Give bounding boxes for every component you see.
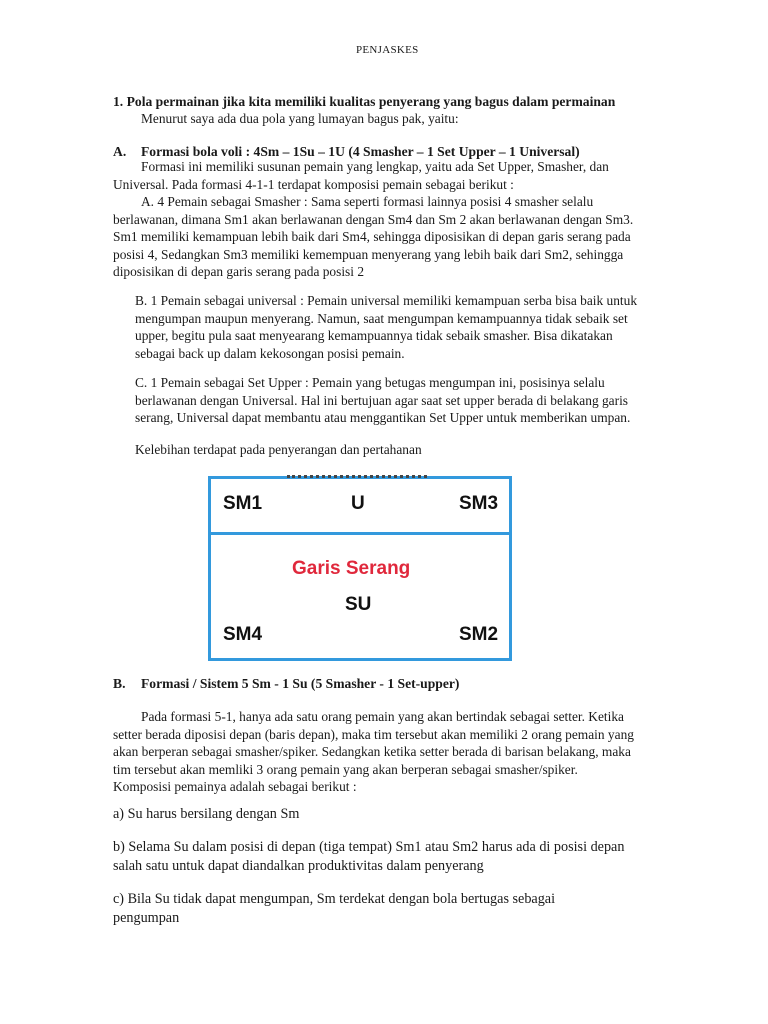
text-line: setter berada diposisi depan (baris depan), maka tim tersebut akan memiliki 2 orang pemain yang	[113, 726, 634, 742]
text-line: akan berperan sebagai smasher/spiker. Sedangkan ketika setter berada di barisan belakang, maka	[113, 744, 631, 759]
text-line: b) Selama Su dalam posisi di depan (tiga tempat) Sm1 atau Sm2 harus ada di posisi depan	[113, 839, 625, 855]
court-diagram	[208, 476, 512, 661]
text-line: Pada formasi 5-1, hanya ada satu orang pemain yang akan bertindak sebagai setter. Ketika	[141, 709, 625, 724]
court-label-back-left: SM4	[223, 624, 263, 645]
text-line: salah satu untuk dapat diandalkan produktivitas dalam penyerang	[113, 857, 484, 874]
text-line: Sm1 memiliki kemampuan lebih baik dari Sm4, sehingga diposisikan di depan garis serang pada	[113, 229, 631, 244]
question-heading: 1. Pola permainan jika kita memiliki kualitas penyerang yang bagus dalam permainan	[113, 94, 616, 109]
text-line: berlawanan, dimana Sm1 akan berlawanan dengan Sm4 dan Sm 2 akan berlawanan dengan Sm3.	[113, 211, 634, 227]
text-line: berlawanan dengan Universal. Hal ini bertujuan agar saat set upper berada di belakang garis	[135, 392, 629, 408]
text-line: pengumpan	[113, 909, 180, 926]
point-c-paragraph	[135, 374, 630, 427]
text-line: sebagai back up dalam kekosongan posisi pemain.	[135, 345, 405, 361]
text-line: A. 4 Pemain sebagai Smasher : Sama seperti formasi lainnya posisi 4 smasher selalu	[141, 194, 594, 209]
text-line: posisi 4, Sedangkan Sm3 memiliki kemempuan menyerang yang lebih baik dari Sm2, sehingga	[113, 246, 624, 262]
section-a-title: Formasi bola voli : 4Sm – 1Su – 1U (4 Smasher – 1 Set Upper – 1 Universal)	[141, 144, 580, 159]
text-line: mengumpan maupun menyerang. Namun, saat mengumpan kemampuannya tidak sebaik set	[135, 310, 628, 326]
text-line: diposisikan di depan garis serang pada posisi 2	[113, 264, 365, 279]
advantage-text: Kelebihan terdapat pada penyerangan dan pertahanan	[135, 442, 422, 457]
text-line: serang, Universal dapat membantu atau menggantikan Set Upper untuk memberikan umpan.	[135, 410, 631, 425]
section-b-marker: B.	[113, 676, 126, 691]
text-line: B. 1 Pemain sebagai universal : Pemain universal memiliki kemampuan serba bisa baik untuk	[135, 293, 638, 308]
court-label-back-right: SM2	[459, 624, 499, 645]
page-header: PENJASKES	[356, 44, 419, 56]
text-line: Formasi ini memiliki susunan pemain yang lengkap, yaitu ada Set Upper, Smasher, dan	[141, 159, 609, 174]
intro-text: Menurut saya ada dua pola yang lumayan bagus pak, yaitu:	[141, 111, 459, 126]
net-dotted-line	[287, 475, 427, 478]
text-line: c) Bila Su tidak dapat mengumpan, Sm terdekat dengan bola bertugas sebagai	[113, 891, 556, 907]
court-label-front-left: SM1	[223, 493, 263, 514]
court-divider-line	[211, 532, 509, 535]
attack-line-label: Garis Serang	[292, 558, 411, 579]
text-line: Universal. Pada formasi 4-1-1 terdapat komposisi pemain sebagai berikut :	[113, 176, 514, 192]
text-line: Komposisi pemainya adalah sebagai berikut :	[113, 779, 357, 794]
text-line: upper, begitu pula saat menyearang kemampuannya tidak sebaik smasher. Bisa dikatakan	[135, 328, 613, 343]
point-b-paragraph	[135, 292, 637, 362]
court-label-back-center: SU	[345, 594, 372, 615]
section-a-marker: A.	[113, 144, 127, 159]
text-line: tim tersebut akan memliki 3 orang pemain yang akan berperan sebagai smasher/spiker.	[113, 761, 578, 777]
text-line: C. 1 Pemain sebagai Set Upper : Pemain yang betugas mengumpan ini, posisinya selalu	[135, 375, 605, 390]
section-a-paragraph	[113, 158, 633, 281]
court-label-front-center: U	[351, 493, 365, 514]
section-b-title: Formasi / Sistem 5 Sm - 1 Su (5 Smasher - 1 Set-upper)	[141, 676, 460, 691]
list-item-c	[113, 890, 555, 927]
list-item-a: a) Su harus bersilang dengan Sm	[113, 806, 300, 822]
section-b-paragraph	[113, 708, 634, 796]
court-label-front-right: SM3	[459, 493, 499, 514]
list-item-b	[113, 838, 624, 875]
